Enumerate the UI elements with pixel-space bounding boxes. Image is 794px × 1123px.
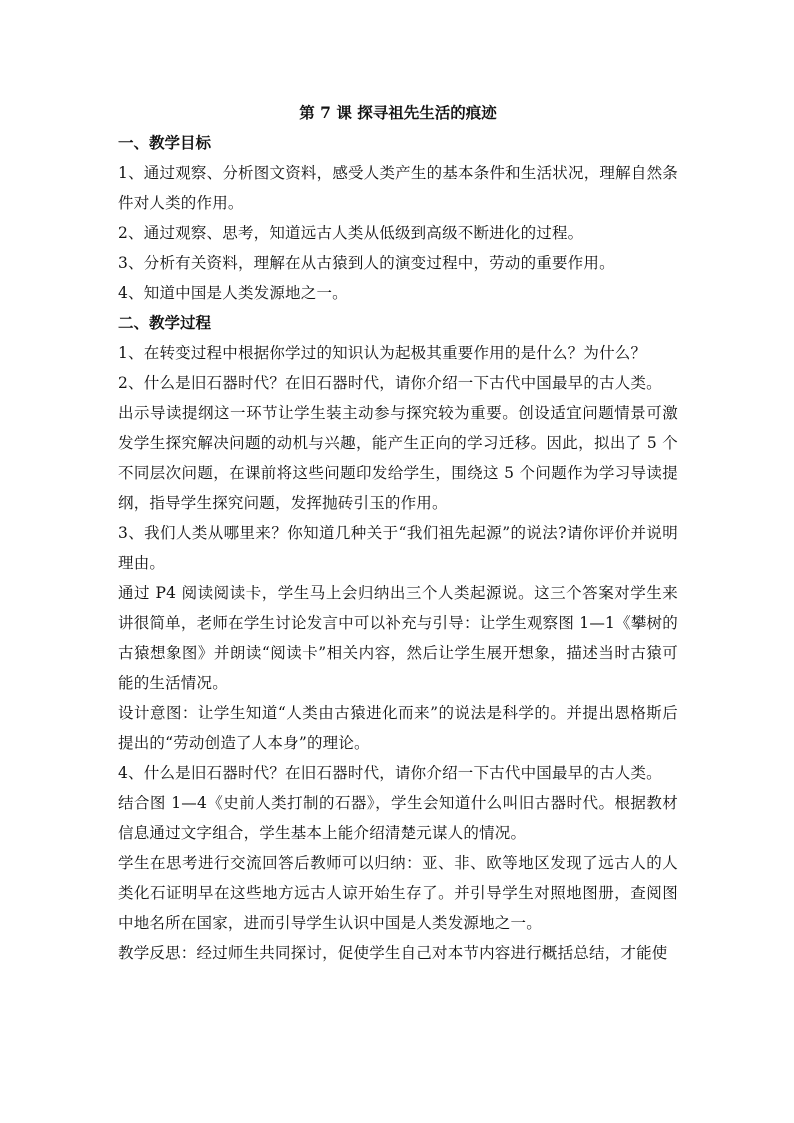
section-heading-process: 二、教学过程 [118,313,212,332]
document-body [118,98,678,968]
process-paragraph: 教学反思：经过师生共同探讨，促使学生自己对本节内容进行概括总结，才能使 [118,944,668,962]
process-paragraph: 4、什么是旧石器时代？在旧石器时代，请你介绍一下古代中国最早的古人类。 [118,764,662,782]
objective-paragraph: 4、知道中国是人类发源地之一。 [118,284,348,302]
objective-paragraph: 1、通过观察、分析图文资料，感受人类产生的基本条件和生活状况，理解自然条件对人类的作用。 [118,164,678,212]
lesson-title: 第 7 课 探寻祖先生活的痕迹 [299,103,497,122]
process-paragraph: 1、在转变过程中根据你学过的知识认为起极其重要作用的是什么？为什么？ [118,344,647,362]
objective-paragraph: 3、分析有关资料，理解在从古猿到人的演变过程中，劳动的重要作用。 [118,254,615,272]
process-paragraph: 学生在思考进行交流回答后教师可以归纳：亚、非、欧等地区发现了远古人的人类化石证明早在这些地方远古人谅开始生存了。并引导学生对照地图册，查阅图中地名所在国家，进而引导学生认识中国是人类发源地之一。 [118,854,678,932]
process-paragraph: 通过 P4 阅读阅读卡，学生马上会归纳出三个人类起源说。这三个答案对学生来讲很简单，老师在学生讨论发言中可以补充与引导：让学生观察图 1—1《攀树的古猿想象图》并朗读“阅读卡”相关内容，然后让学生展开想象，描述当时古猿可能的生活情况。 [118,584,678,692]
process-paragraph: 结合图 1—4《史前人类打制的石器》，学生会知道什么叫旧古器时代。根据教材信息通过文字组合，学生基本上能介绍清楚元谋人的情况。 [118,794,678,842]
process-paragraph: 2、什么是旧石器时代？在旧石器时代，请你介绍一下古代中国最早的古人类。 [118,374,662,392]
process-paragraph: 出示导读提纲这一环节让学生装主动参与探究较为重要。创设适宜问题情景可激发学生探究解决问题的动机与兴趣，能产生正向的学习迁移。因此，拟出了 5 个不同层次问题，在课前将这些问题印发给学生，围绕这 5 个问题作为学习导读提纲，指导学生探究问题，发挥抛砖引玉的作用。 [118,404,678,512]
process-paragraph: 设计意图：让学生知道“人类由古猿进化而来”的说法是科学的。并提出恩格斯后提出的“劳动创造了人本身”的理论。 [118,704,678,752]
section-heading-objectives: 一、教学目标 [118,133,212,152]
objective-paragraph: 2、通过观察、思考，知道远古人类从低级到高级不断进化的过程。 [118,224,584,242]
process-paragraph: 3、我们人类从哪里来？你知道几种关于“我们祖先起源”的说法?请你评价并说明理由。 [118,524,678,572]
